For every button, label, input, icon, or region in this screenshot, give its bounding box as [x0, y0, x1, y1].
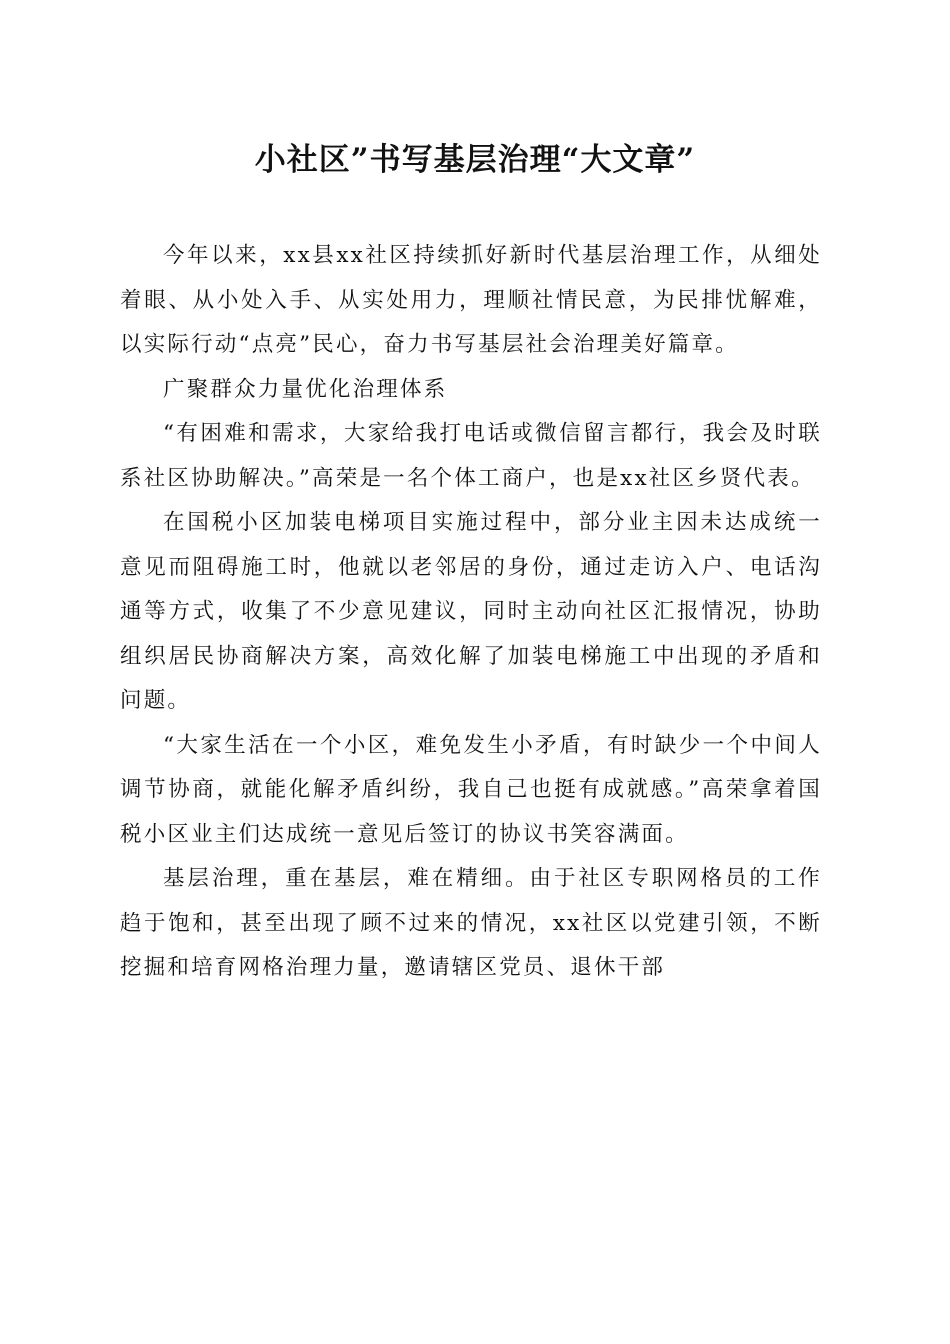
paragraph-elevator-project: 在国税小区加装电梯项目实施过程中，部分业主因未达成统一意见而阻碍施工时，他就以老邻居的身份，通过走访入户、电话沟通等方式，收集了不少意见建议，同时主动向社区汇报情况，协助组织居民协商解决方案，高效化解了加装电梯施工中出现的矛盾和问题。: [120, 510, 822, 713]
document-title: 小社区”书写基层治理“大文章”: [254, 142, 696, 178]
paragraph-quote-neighbors: “大家生活在一个小区，难免发生小矛盾，有时缺少一个中间人调节协商，就能化解矛盾纠纷，我自己也挺有成就感。”高荣拿着国税小区业主们达成统一意见后签订的协议书笑容满面。: [120, 732, 822, 847]
paragraph-intro: 今年以来，xx县xx社区持续抓好新时代基层治理工作，从细处着眼、从小处入手、从实处用力，理顺社情民意，为民排忧解难，以实际行动“点亮”民心，奋力书写基层社会治理美好篇章。: [120, 243, 822, 357]
document-body: [120, 234, 822, 991]
section-heading: 广聚群众力量优化治理体系: [163, 376, 448, 402]
paragraph-quote-gao-rong: “有困难和需求，大家给我打电话或微信留言都行，我会及时联系社区协助解决。”高荣是一名个体工商户，也是xx社区乡贤代表。: [120, 421, 822, 491]
paragraph-grid-governance: 基层治理，重在基层，难在精细。由于社区专职网格员的工作趋于饱和，甚至出现了顾不过来的情况，xx社区以党建引领，不断挖掘和培育网格治理力量，邀请辖区党员、退休干部: [120, 866, 822, 980]
